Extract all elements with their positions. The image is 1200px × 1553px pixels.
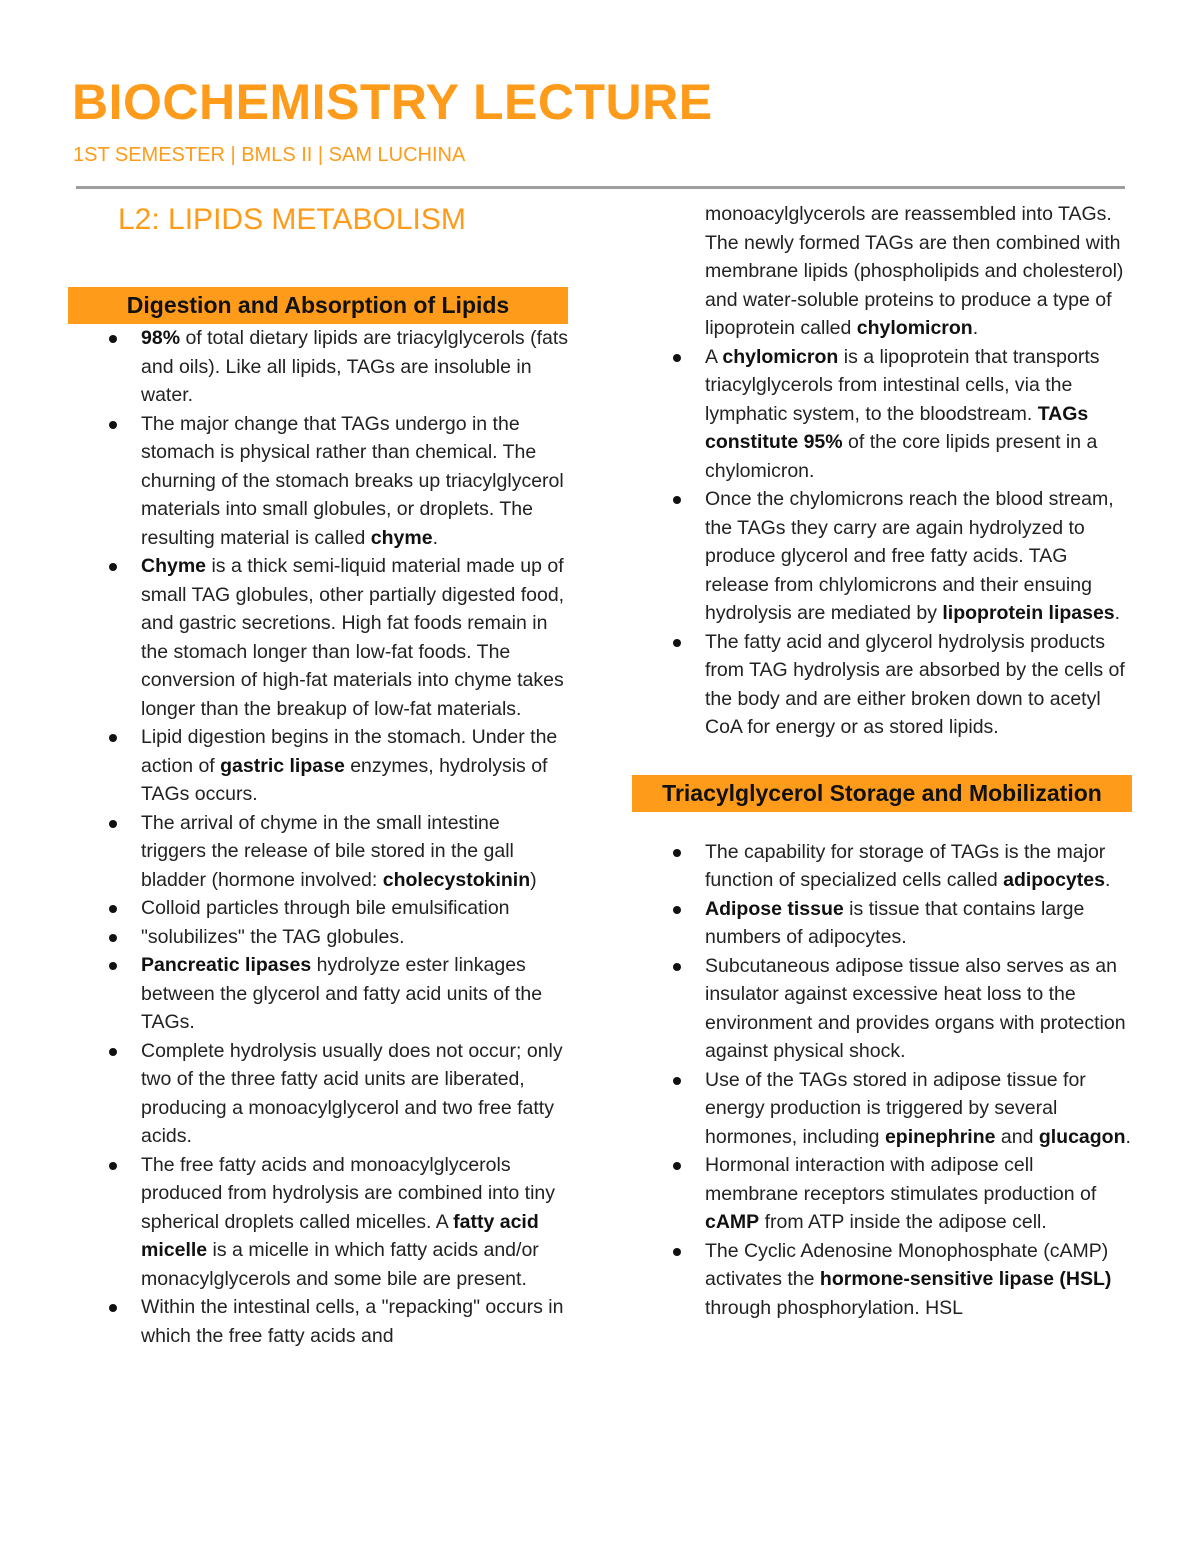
list-item: Use of the TAGs stored in adipose tissue for energy production is triggered by several hormones, including epinephrine and glucagon.: [632, 1066, 1132, 1152]
bullet-icon: [109, 905, 117, 913]
section-heading-digestion: Digestion and Absorption of Lipids: [68, 287, 568, 324]
chylomicron-bullet-list: [632, 343, 1132, 742]
list-item: "solubilizes" the TAG globules.: [68, 923, 568, 952]
bullet-icon: [109, 563, 117, 571]
list-item: The arrival of chyme in the small intestine triggers the release of bile stored in the gall bladder (hormone involved: cholecystokinin): [68, 809, 568, 895]
bullet-icon: [109, 934, 117, 942]
list-item: Pancreatic lipases hydrolyze ester linkages between the glycerol and fatty acid units of the TAGs.: [68, 951, 568, 1037]
section-heading-storage: Triacylglycerol Storage and Mobilization: [632, 775, 1132, 812]
bullet-icon: [673, 963, 681, 971]
left-column: [68, 200, 568, 1350]
bullet-icon: [109, 820, 117, 828]
list-item: The free fatty acids and monoacylglycerols produced from hydrolysis are combined into tiny spherical droplets called micelles. A fatty acid micelle is a micelle in which fatty acids and/or monacylglycerols and some bile are present.: [68, 1151, 568, 1294]
bullet-icon: [673, 849, 681, 857]
storage-bullet-list: [632, 838, 1132, 1323]
bullet-icon: [109, 421, 117, 429]
continued-paragraph: monoacylglycerols are reassembled into TAGs. The newly formed TAGs are then combined with membrane lipids (phospholipids and cholesterol) and water-soluble proteins to produce a type of lipoprotein called chylomicron.: [705, 203, 1124, 339]
lecture-title: L2: LIPIDS METABOLISM: [118, 203, 466, 236]
bullet-icon: [673, 906, 681, 914]
list-item: 98% of total dietary lipids are triacylglycerols (fats and oils). Like all lipids, TAGs are insoluble in water.: [68, 324, 568, 410]
digestion-bullet-list: [68, 324, 568, 1350]
bullet-icon: [109, 1048, 117, 1056]
right-column: [632, 200, 1132, 1322]
document-subtitle: 1ST SEMESTER | BMLS II | SAM LUCHINA: [73, 144, 466, 166]
bullet-icon: [673, 1162, 681, 1170]
bullet-icon: [673, 496, 681, 504]
document-title: BIOCHEMISTRY LECTURE: [72, 74, 713, 130]
list-item: Chyme is a thick semi-liquid material made up of small TAG globules, other partially digested food, and gastric secretions. High fat foods remain in the stomach longer than low-fat foods. The conversion of high-fat materials into chyme takes longer than the breakup of low-fat materials.: [68, 552, 568, 723]
list-item: Lipid digestion begins in the stomach. Under the action of gastric lipase enzymes, hydrolysis of TAGs occurs.: [68, 723, 568, 809]
list-item: Within the intestinal cells, a "repacking" occurs in which the free fatty acids and: [68, 1293, 568, 1350]
list-item: Hormonal interaction with adipose cell membrane receptors stimulates production of cAMP from ATP inside the adipose cell.: [632, 1151, 1132, 1237]
bullet-icon: [673, 639, 681, 647]
bullet-icon: [673, 1248, 681, 1256]
list-item: Colloid particles through bile emulsification: [68, 894, 568, 923]
list-item: The Cyclic Adenosine Monophosphate (cAMP) activates the hormone-sensitive lipase (HSL) through phosphorylation. HSL: [632, 1237, 1132, 1323]
list-item: Adipose tissue is tissue that contains large numbers of adipocytes.: [632, 895, 1132, 952]
bullet-icon: [673, 354, 681, 362]
bullet-icon: [109, 335, 117, 343]
list-item: Once the chylomicrons reach the blood stream, the TAGs they carry are again hydrolyzed to produce glycerol and free fatty acids. TAG release from chlylomicrons and their ensuing hydrolysis are mediated by lipoprotein lipases.: [632, 485, 1132, 628]
list-item: The fatty acid and glycerol hydrolysis products from TAG hydrolysis are absorbed by the cells of the body and are either broken down to acetyl CoA for energy or as stored lipids.: [632, 628, 1132, 742]
bullet-icon: [109, 1162, 117, 1170]
header-divider: [76, 186, 1125, 189]
bullet-icon: [673, 1077, 681, 1085]
list-item: A chylomicron is a lipoprotein that transports triacylglycerols from intestinal cells, via the lymphatic system, to the bloodstream. TAGs constitute 95% of the core lipids present in a chylomicron.: [632, 343, 1132, 486]
list-item: The major change that TAGs undergo in the stomach is physical rather than chemical. The churning of the stomach breaks up triacylglycerol materials into small globules, or droplets. The resulting material is called chyme.: [68, 410, 568, 553]
bullet-icon: [109, 734, 117, 742]
list-item: Complete hydrolysis usually does not occur; only two of the three fatty acid units are liberated, producing a monoacylglycerol and two free fatty acids.: [68, 1037, 568, 1151]
list-item: The capability for storage of TAGs is the major function of specialized cells called adipocytes.: [632, 838, 1132, 895]
bullet-icon: [109, 1304, 117, 1312]
bullet-icon: [109, 962, 117, 970]
list-item: Subcutaneous adipose tissue also serves as an insulator against excessive heat loss to the environment and provides organs with protection against physical shock.: [632, 952, 1132, 1066]
